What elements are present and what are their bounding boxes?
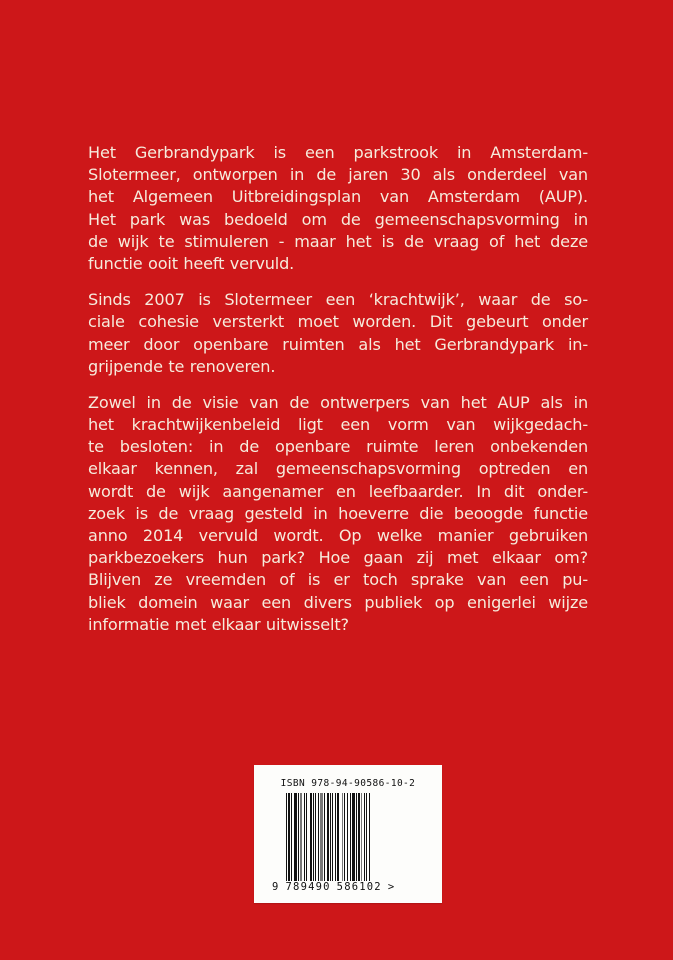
blurb-paragraph-1 <box>88 142 588 275</box>
blurb-line: bliek domein waar een divers publiek op enigerlei wijze <box>88 592 588 612</box>
blurb-line: te besloten: in de openbare ruimte leren onbekenden <box>88 437 588 457</box>
barcode-icon <box>286 793 411 881</box>
barcode-digits-left: 789490 <box>285 881 331 893</box>
blurb-paragraph-2 <box>88 289 588 378</box>
blurb-line: Het Gerbrandypark is een parkstrook in Amsterdam- <box>88 143 588 162</box>
blurb-line: Slotermeer, ontworpen in de jaren 30 als onderdeel van <box>88 165 588 185</box>
blurb-line: Blijven ze vreemden of is er toch sprake van een pu- <box>88 570 588 590</box>
blurb-line: Sinds 2007 is Slotermeer een ‘krachtwijk’, waar de so- <box>88 290 588 310</box>
barcode-digit-lead: 9 <box>272 881 280 893</box>
blurb-line: zoek is de vraag gesteld in hoeverre die beoogde functie <box>88 503 588 523</box>
barcode-bar <box>370 793 371 881</box>
barcode-digits-right: 586102 <box>336 881 382 893</box>
blurb-line: de wijk te stimuleren - maar het is de vraag of het deze <box>88 231 588 251</box>
blurb-line: meer door openbare ruimten als het Gerbrandypark in- <box>88 334 588 354</box>
barcode-digits <box>272 881 395 893</box>
blurb-line: Het park was bedoeld om de gemeenschapsvorming in <box>88 209 588 229</box>
back-cover-blurb <box>88 142 588 650</box>
quiet-zone-marker: > <box>387 881 396 893</box>
blurb-line: het Algemeen Uitbreidingsplan van Amsterdam (AUP). <box>88 187 588 207</box>
isbn-barcode-box <box>254 765 442 903</box>
blurb-line: ciale cohesie versterkt moet worden. Dit gebeurt onder <box>88 312 588 332</box>
blurb-line: elkaar kennen, zal gemeenschapsvorming optreden en <box>88 459 588 479</box>
blurb-line: wordt de wijk aangenamer en leefbaarder. In dit onder- <box>88 481 588 501</box>
blurb-paragraph-3 <box>88 392 588 636</box>
blurb-line: functie ooit heeft vervuld. <box>88 253 295 273</box>
isbn-label: ISBN 978-94-90586-10-2 <box>280 778 416 789</box>
blurb-line: grijpende te renoveren. <box>88 356 276 376</box>
blurb-line: Zowel in de visie van de ontwerpers van het AUP als in <box>88 392 588 412</box>
blurb-line: het krachtwijkenbeleid ligt een vorm van wijkgedach- <box>88 415 588 435</box>
blurb-line: parkbezoekers hun park? Hoe gaan zij met elkaar om? <box>88 548 588 568</box>
blurb-line: informatie met elkaar uitwisselt? <box>88 614 349 634</box>
blurb-line: anno 2014 vervuld wordt. Op welke manier gebruiken <box>88 526 588 545</box>
